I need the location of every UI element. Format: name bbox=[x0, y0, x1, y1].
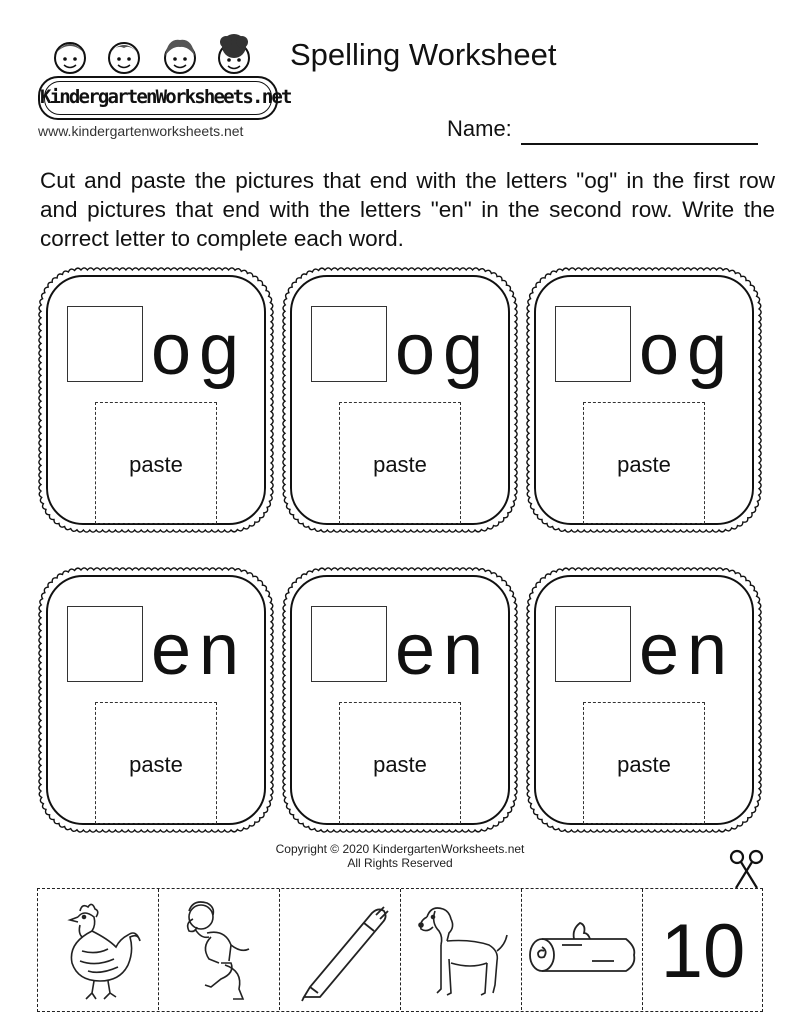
cutout-strip bbox=[37, 888, 763, 1012]
word-ending: og bbox=[639, 310, 736, 390]
paste-label: paste bbox=[373, 752, 427, 777]
scissors-icon bbox=[727, 848, 767, 892]
page-number: 10 bbox=[660, 909, 746, 994]
cutout-cell-dog[interactable] bbox=[401, 889, 522, 1010]
letter-input-box[interactable] bbox=[555, 606, 631, 682]
cutout-cell-log[interactable] bbox=[522, 889, 643, 1010]
letter-input-box[interactable] bbox=[311, 606, 387, 682]
paste-label: paste bbox=[373, 452, 427, 477]
log-icon bbox=[522, 889, 643, 1010]
paste-label: paste bbox=[129, 752, 183, 777]
logo-text: KindergartenWorksheets.net bbox=[38, 76, 278, 120]
letter-input-box[interactable] bbox=[67, 306, 143, 382]
copyright-line: Copyright © 2020 KindergartenWorksheets.net bbox=[275, 842, 525, 856]
cutout-cell-hen[interactable] bbox=[38, 889, 159, 1010]
boy-running-icon bbox=[159, 889, 280, 1010]
paste-label: paste bbox=[129, 452, 183, 477]
word-ending: en bbox=[395, 610, 492, 690]
name-label: Name: bbox=[447, 116, 512, 141]
copyright bbox=[250, 842, 550, 870]
word-ending: en bbox=[151, 610, 248, 690]
page-title: Spelling Worksheet bbox=[290, 37, 557, 72]
instructions: Cut and paste the pictures that end with the letters "og" in the first row and pictures that end with the letters "en" in the second row. Write the correct letter to complete each word. bbox=[40, 168, 775, 251]
cutout-cell-pen[interactable] bbox=[280, 889, 401, 1010]
rights-line: All Rights Reserved bbox=[347, 856, 453, 870]
page-number-cell bbox=[643, 889, 764, 1010]
hen-icon bbox=[38, 889, 159, 1010]
pen-icon bbox=[280, 889, 401, 1010]
word-ending: og bbox=[395, 310, 492, 390]
letter-input-box[interactable] bbox=[555, 306, 631, 382]
word-ending: og bbox=[151, 310, 248, 390]
dog-icon bbox=[401, 889, 522, 1010]
cutout-cell-boy[interactable] bbox=[159, 889, 280, 1010]
letter-input-box[interactable] bbox=[311, 306, 387, 382]
paste-label: paste bbox=[617, 752, 671, 777]
paste-label: paste bbox=[617, 452, 671, 477]
letter-input-box[interactable] bbox=[67, 606, 143, 682]
site-url: www.kindergartenworksheets.net bbox=[38, 123, 244, 139]
word-ending: en bbox=[639, 610, 736, 690]
